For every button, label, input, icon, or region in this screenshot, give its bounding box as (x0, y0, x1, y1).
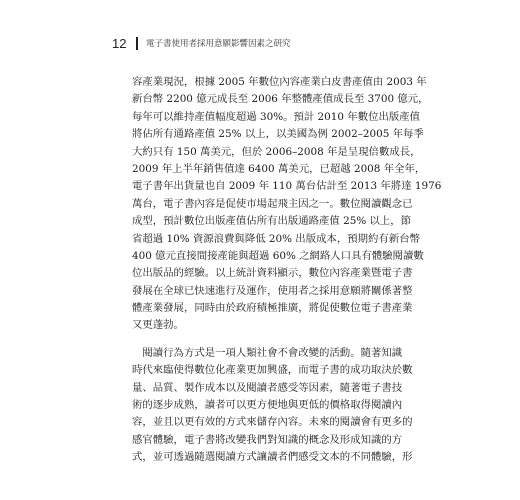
text-line: 新台幣 2200 億元成長至 2006 年整體產值成長至 3700 億元， (132, 93, 429, 106)
text-line: 又更蓬勃。 (132, 319, 184, 332)
text-line: 大約只有 150 萬美元，但於 2006–2008 年是呈現倍數成長， (132, 145, 421, 158)
page-number: 12 (112, 35, 127, 51)
page-header (112, 34, 412, 52)
text-line: 容產業現況，根據 2005 年數位內容產業白皮書產值由 2003 年 (132, 76, 427, 88)
text-line: 將佔所有通路產值 25% 以上，以美國為例 2002–2005 年每季 (132, 128, 424, 141)
text-line: 省超過 10% 資源浪費與降低 20% 出版成本，預期約有新台幣 (132, 232, 420, 245)
text-line: 發展在全球已快速進行及運作，使用者之採用意願將關係著整 (132, 284, 413, 297)
text-line: 閱讀行為方式是一項人類社會不會改變的活動。隨著知識 (132, 346, 403, 359)
text-line: 位出版品的經驗。以上統計資料顯示，數位內容產業暨電子書 (132, 267, 413, 280)
text-line: 400 億元直接間接產能與超過 60% 之網路人口具有體驗閱讀數 (132, 249, 424, 262)
text-line: 時代來臨使得數位化產業更加興盛，而電子書的成功取決於數 (132, 364, 413, 377)
header-divider (136, 37, 138, 50)
text-line: 術的逐步成熟，讀者可以更方便地與更低的價格取得閱讀內 (132, 399, 403, 412)
text-line: 感官體驗，電子書將改變我們對知識的概念及形成知識的方 (132, 433, 403, 446)
running-title: 電子書使用者採用意願影響因素之研究 (146, 39, 291, 49)
text-line: 式，並可透過隨選閱讀方式讓讀者們感受文本的不同體驗，形 (132, 451, 413, 464)
text-line: 2009 年上半年銷售值達 6400 萬美元，已超越 2008 年全年， (132, 162, 426, 175)
body-text (132, 74, 442, 467)
text-line: 體產業發展，同時由於政府積極推廣，將促使數位電子書產業 (132, 302, 413, 315)
text-line: 量、品質、製作成本以及閱讀者感受等因素，隨著電子書技 (132, 381, 403, 394)
text-line: 電子書年出貨量也自 2009 年 110 萬台估計至 2013 年將達 1976 (132, 180, 442, 193)
text-line: 每年可以維持產值幅度超過 30%。預計 2010 年數位出版產值 (132, 110, 421, 123)
text-line: 萬台，電子書內容是促使市場起飛主因之一。數位閱讀觀念已 (132, 197, 413, 210)
text-line: 容，並且以更有效的方式來儲存內容。未來的閱讀會有更多的 (132, 416, 413, 429)
text-line: 成型，預計數位出版產值佔所有出版通路產值 25% 以上，節 (132, 215, 412, 228)
